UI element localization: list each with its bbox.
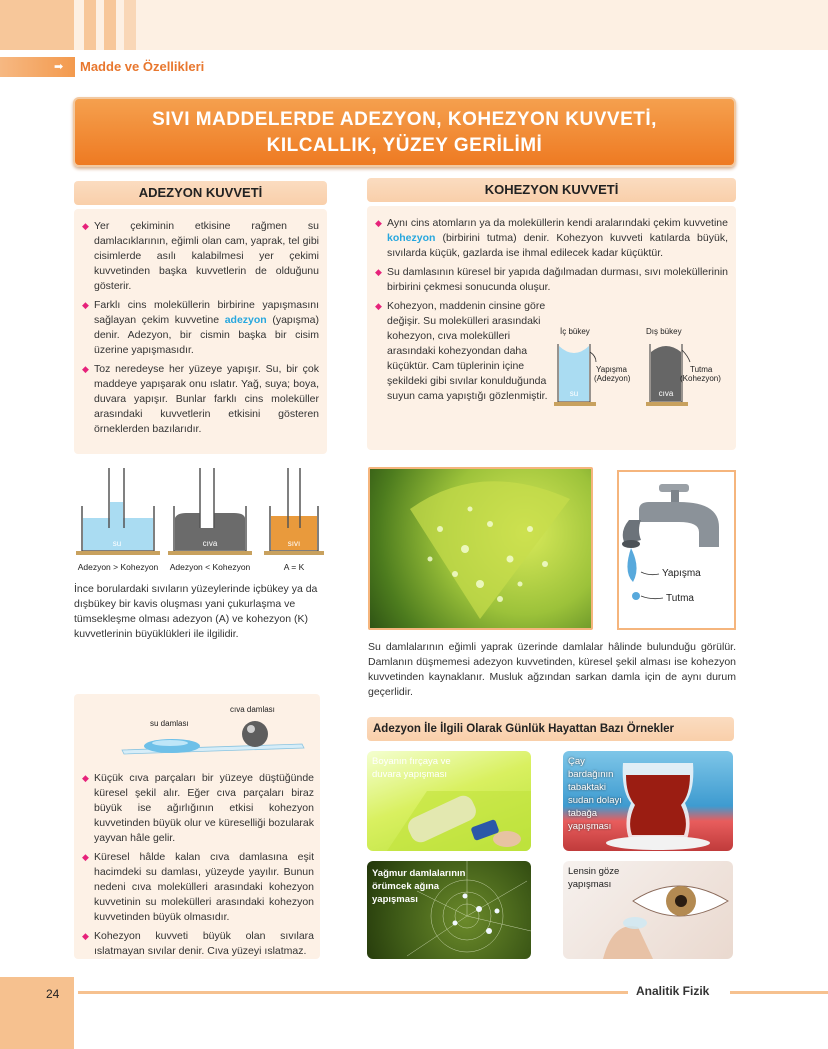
diamond-icon: ◆: [375, 218, 382, 228]
tap-figure: [617, 470, 736, 630]
diamond-icon: ◆: [375, 267, 382, 277]
diamond-icon: ◆: [82, 221, 89, 231]
spiderweb-photo: [367, 861, 531, 959]
tube-label-water: su: [112, 539, 122, 548]
convex-label: Dış bükey: [646, 327, 682, 336]
footer-line: [78, 991, 628, 994]
adhesion-label: Yapışma: [596, 365, 627, 374]
tube-caption-liquid: A = K: [283, 562, 305, 572]
meniscus-water-label: su: [569, 389, 579, 398]
book-title: Analitik Fizik: [636, 984, 710, 998]
tube-caption-water: Adezyon > Kohezyon: [77, 562, 159, 572]
diamond-icon: ◆: [82, 931, 89, 941]
leaf-drops-illustration: [370, 469, 591, 628]
diamond-icon: ◆: [82, 300, 89, 310]
tea-glass-photo: [563, 751, 733, 851]
kohezyon-bullet-3: ◆ Kohezyon, maddenin cinsine göre değişir. Su molekülleri arasındaki kohezyon, cıva molekülleri arasındaki kohezyondan daha küçüktür. Cam tüplerinin içine şekildeki gibi sıvılar konulduğunda suyun cama yapıştığı gözlenmiştir.: [375, 300, 548, 402]
examples-heading: Adezyon İle İlgili Olarak Günlük Hayattan Bazı Örnekler: [367, 717, 734, 741]
water-container: [76, 468, 160, 572]
top-stripe: [84, 0, 96, 50]
adhesion-sub-label: (Adezyon): [594, 374, 631, 383]
tap-illustration: [619, 472, 734, 628]
contact-lens-photo: [563, 861, 733, 959]
rain-label: Yağmur damlalarının örümcek ağına yapışması: [372, 868, 466, 905]
adezyon-bullet-2: ◆ Farklı cins moleküllerin birbirine yapışmasını sağlayan çekim kuvvetine adezyon (yapışma) denir. Adezyon, bir cismin başka bir cisim üzerine yapışmasıdır.: [82, 299, 320, 356]
tea-label: Çay bardağının tabaktaki sudan dolayı tabağa yapışması: [568, 756, 622, 832]
diamond-icon: ◆: [82, 773, 89, 783]
drops-bullet-2: ◆ Küresel hâlde kalan cıva damlasına eşit hacimdeki su damlası, yüzeyde yayılır. Bunun nedeni cıva molekülleri arasındaki kohezyon kuvvetinin su molekülleri arasındaki kohezyon kuvvetinden büyük olmasıdır.: [82, 851, 314, 923]
cohesion-label: Tutma: [690, 365, 713, 374]
concave-label: İç bükey: [560, 327, 590, 336]
meniscus-mercury-label: cıva: [658, 389, 674, 398]
tube-caption-mercury: Adezyon < Kohezyon: [169, 562, 251, 572]
kohezyon-heading: KOHEZYON KUVVETİ: [367, 178, 736, 202]
tube-label-liquid: sıvı: [287, 539, 301, 548]
mercury-drop-label: cıva damlası: [230, 705, 275, 714]
top-stripe: [124, 0, 136, 50]
adezyon-bullet-3: ◆ Toz neredeyse her yüzeye yapışır. Su, bir çok maddeye yapışarak onu ıslatır. Yağ, suya; boya, duvara yapışır. Bunlar farklı cins moleküller arasındaki kuvvetlerin etkisini gösteren örneklerden bazılarıdır.: [82, 363, 319, 435]
liquid-container: [264, 468, 324, 572]
footer-line: [730, 991, 828, 994]
diamond-icon: ◆: [375, 301, 382, 311]
paint-roller-photo: [367, 751, 531, 851]
adezyon-panel: [74, 209, 327, 454]
leaf-photo: [368, 467, 593, 630]
page-title: [73, 97, 736, 167]
top-stripe: [0, 0, 74, 50]
drops-bullet-3: ◆ Kohezyon kuvveti büyük olan sıvılara ıslatmayan sıvılar denir. Cıva yüzeyi ıslatmaz.: [82, 930, 314, 957]
paint-label: Boyanın fırçaya ve duvara yapışması: [372, 756, 451, 780]
water-drop-label: su damlası: [150, 719, 189, 728]
drops-bullet-1: ◆ Küçük cıva parçaları bir yüzeye düştüğünde küresel şekil alır. Eğer cıva parçaları biraz büyük ise ağırlığının etkisi kohezyon kuvvetinden büyük olur ve küreselliği bozularak yayvan hâle gelir.: [82, 772, 314, 844]
title-line-1: SIVI MADDELERDE ADEZYON, KOHEZYON KUVVETİ,: [152, 109, 657, 130]
chapter-title: Madde ve Özellikleri: [80, 59, 205, 74]
kohezyon-bullet-2: ◆ Su damlasının küresel bir yapıda dağılmadan durması, sıvı moleküllerinin birbirini çekmesi sonucunda oluşur.: [375, 266, 728, 293]
top-stripe: [104, 0, 116, 50]
page-number: 24: [46, 987, 60, 1001]
capillary-tubes-figure: [74, 466, 327, 576]
drops-panel: [74, 694, 320, 959]
cohesion-sub-label: (Kohezyon): [680, 374, 721, 383]
tap-cohesion-label: Tutma: [666, 593, 694, 604]
leaf-description: Su damlalarının eğimli yaprak üzerinde damlalar hâlinde bulunduğu görülür. Damlanın düşmemesi adezyon kuvvetinden, küresel şekil alması ise kohezyon kuvvetinden kaynaklanır. Musluk ağzından sarkan damla için de aynı durum geçerlidir.: [368, 641, 736, 698]
tap-adhesion-label: Yapışma: [662, 568, 701, 579]
title-line-2: KILCALLIK, YÜZEY GERİLİMİ: [266, 135, 543, 156]
adezyon-heading: ADEZYON KUVVETİ: [74, 181, 327, 205]
arrow-icon: ➡: [54, 61, 64, 73]
footer-block: [0, 977, 74, 1049]
drops-figure: [82, 702, 314, 760]
adezyon-bullet-1: ◆ Yer çekiminin etkisine rağmen su damlacıklarının, eğimli olan cam, yaprak, tel gibi cisimlerde asılı kalabilmesi yer çekimi kuvvetinden başka kuvvetlerin de olduğunu gösterir.: [82, 220, 319, 292]
chapter-arrow: [0, 57, 75, 77]
tube-label-mercury: cıva: [202, 539, 218, 548]
mercury-container: [168, 468, 252, 572]
kohezyon-bullet-1: ◆ Aynı cins atomların ya da moleküllerin kendi aralarındaki çekim kuvvetine kohezyon (birbirini tutma) denir. Kohezyon kuvveti katılarda büyük, sıvılarda küçük, gazlarda ise ihmal edilecek kadar küçüktür.: [375, 217, 728, 259]
tubes-description: İnce borulardaki sıvıların yüzeylerinde içbükey ya da dışbükey bir kavis oluşması yani çukurlaşma ve tümsekleşme olması adezyon (A) ve kohezyon (K) kuvvetlerinin büyüklükleri ile ilgilidir.: [74, 583, 318, 640]
diamond-icon: ◆: [82, 852, 89, 862]
meniscus-figure: [552, 322, 732, 412]
lens-label: Lensin göze yapışması: [568, 866, 620, 890]
diamond-icon: ◆: [82, 364, 89, 374]
